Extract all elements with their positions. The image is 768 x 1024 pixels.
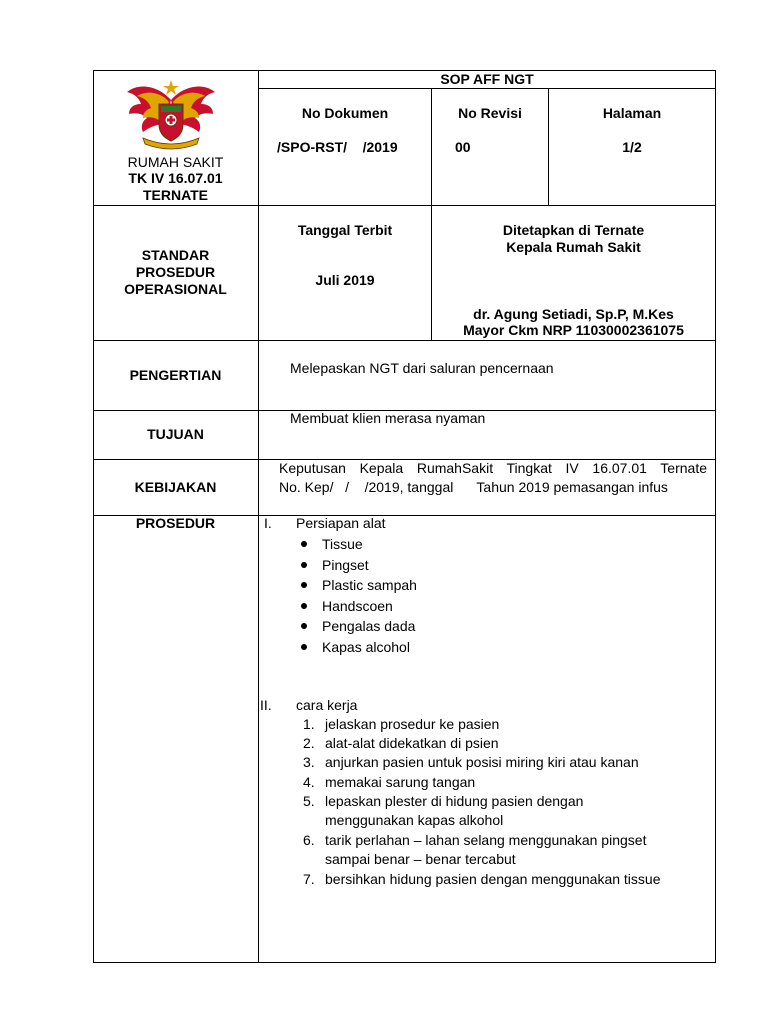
step-number: 2.	[303, 735, 315, 751]
step-number: 5.	[303, 793, 315, 809]
kebijakan-label: KEBIJAKAN	[134, 479, 217, 495]
step-number: 4.	[303, 774, 315, 790]
bullet-icon	[301, 623, 307, 629]
page-label: Halaman	[602, 105, 662, 121]
sop-label-line3: OPERASIONAL	[124, 281, 227, 297]
tujuan-label: TUJUAN	[147, 426, 204, 442]
tool-item: Tissue	[322, 536, 363, 552]
step-text-continued: menggunakan kapas alkohol	[325, 812, 504, 828]
section2-title: cara kerja	[296, 697, 358, 713]
section1-number: I.	[264, 515, 272, 531]
hospital-emblem-logo	[125, 78, 217, 150]
table-divider-col1	[258, 70, 259, 963]
hospital-name-line2: TK IV 16.07.01	[128, 170, 223, 186]
section2-number: II.	[260, 697, 272, 713]
doc-number-label: No Dokumen	[301, 105, 389, 121]
sop-label-line2: PROSEDUR	[135, 264, 216, 280]
hospital-name-line1: RUMAH SAKIT	[127, 154, 224, 170]
table-divider-title	[258, 88, 716, 89]
step-text-continued: sampai benar – benar tercabut	[325, 851, 516, 867]
step-number: 6.	[303, 832, 315, 848]
table-divider-header	[93, 205, 716, 206]
hospital-name-line3: TERNATE	[142, 187, 209, 203]
head-title-text: Kepala Rumah Sakit	[506, 239, 641, 255]
table-divider-col2	[431, 88, 432, 340]
sop-label-line1: STANDAR	[141, 247, 210, 263]
step-text: bersihkan hidung pasien dengan menggunakan tissue	[325, 871, 661, 887]
revision-label: No Revisi	[458, 105, 522, 121]
tool-item: Handscoen	[322, 598, 393, 614]
doc-number-value: /SPO-RST/ /2019	[277, 139, 398, 155]
step-text: anjurkan pasien untuk posisi miring kiri atau kanan	[325, 754, 639, 770]
bullet-icon	[301, 562, 307, 568]
step-text: lepaskan plester di hidung pasien dengan	[325, 793, 584, 809]
kebijakan-line1: Keputusan Kepala RumahSakit Tingkat IV 16.07.01 Ternate	[279, 460, 707, 476]
document-title: SOP AFF NGT	[440, 71, 534, 87]
bullet-icon	[301, 541, 307, 547]
table-border-right	[715, 70, 716, 963]
step-number: 1.	[303, 716, 315, 732]
table-border-bottom	[93, 962, 716, 963]
step-number: 7.	[303, 871, 315, 887]
tool-item: Pengalas dada	[322, 618, 416, 634]
table-divider-sop	[93, 340, 716, 341]
set-at-text: Ditetapkan di Ternate	[502, 222, 645, 238]
section1-title: Persiapan alat	[296, 515, 386, 531]
step-text: tarik perlahan – lahan selang menggunakan pingset	[325, 832, 647, 848]
signer-rank: Mayor Ckm NRP 11030002361075	[463, 322, 684, 338]
tool-item: Plastic sampah	[322, 577, 417, 593]
tool-item: Pingset	[322, 557, 369, 573]
issue-date-value: Juli 2019	[315, 272, 375, 288]
tujuan-text: Membuat klien merasa nyaman	[290, 410, 486, 426]
kebijakan-line2: No. Kep/ / /2019, tanggal Tahun 2019 pemasangan infus	[279, 479, 668, 495]
page-value: 1/2	[622, 139, 642, 155]
bullet-icon	[301, 644, 307, 650]
step-text: jelaskan prosedur ke pasien	[325, 716, 500, 732]
signer-name: dr. Agung Setiadi, Sp.P, M.Kes	[473, 306, 674, 322]
bullet-icon	[301, 582, 307, 588]
pengertian-label: PENGERTIAN	[129, 367, 222, 383]
step-number: 3.	[303, 754, 315, 770]
bullet-icon	[301, 603, 307, 609]
step-text: alat-alat didekatkan di psien	[325, 735, 499, 751]
prosedur-label: PROSEDUR	[135, 515, 216, 531]
revision-value: 00	[455, 139, 471, 155]
step-text: memakai sarung tangan	[325, 774, 476, 790]
issue-date-label: Tanggal Terbit	[297, 222, 393, 238]
tool-item: Kapas alcohol	[322, 639, 410, 655]
pengertian-text: Melepaskan NGT dari saluran pencernaan	[290, 360, 554, 376]
